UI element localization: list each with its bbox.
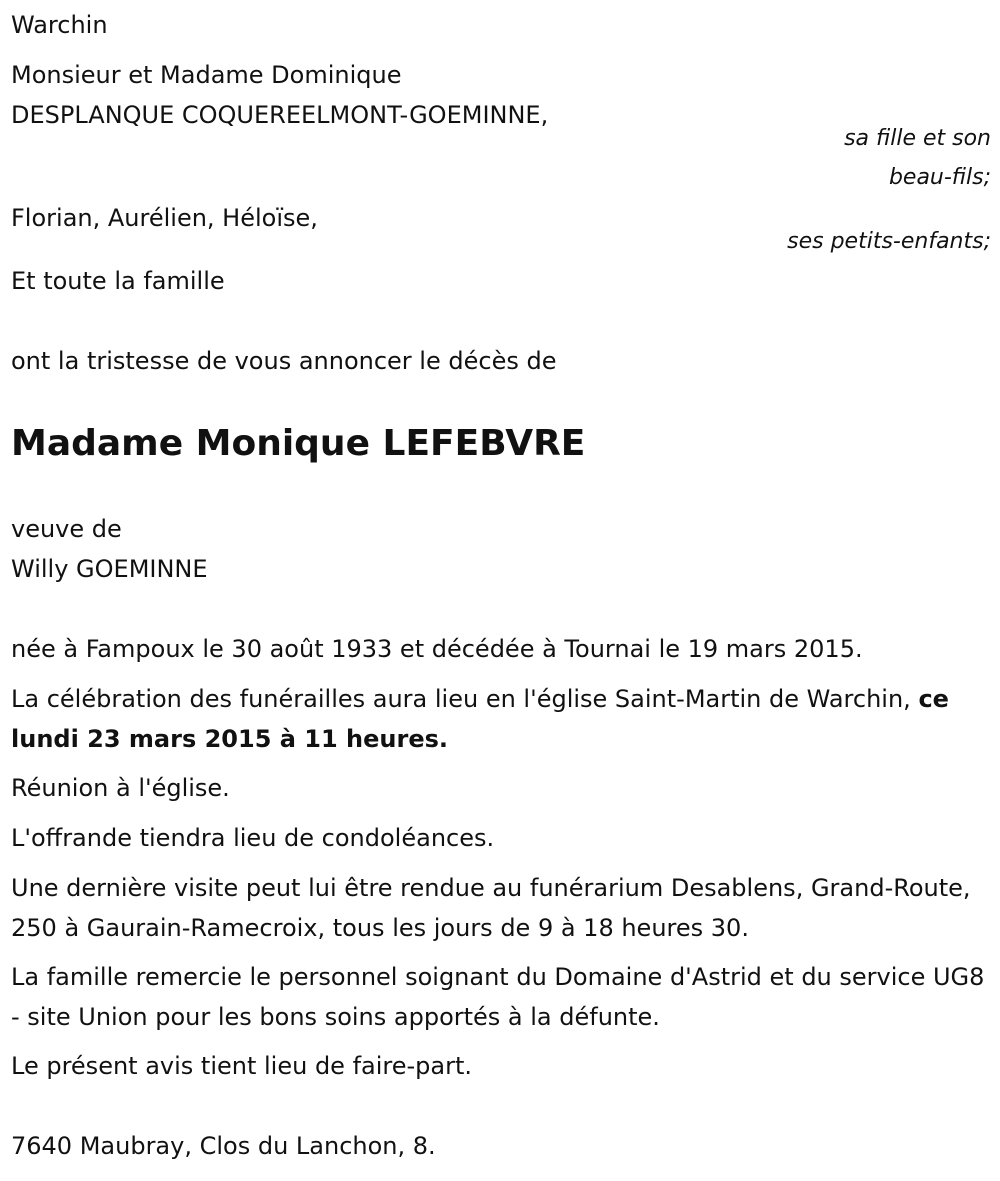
birth-death: née à Fampoux le 30 août 1933 et décédée à Tournai le 19 mars 2015. [11,635,863,663]
widow-of-label: veuve de [11,515,122,543]
deceased-name: Madame Monique LEFEBVRE [11,423,586,464]
offering: L'offrande tiendra lieu de condoléances. [11,824,495,852]
grandchildren: Florian, Aurélien, Héloïse, [11,204,318,232]
parents-relation-line-2: beau-fils; [888,165,991,190]
ceremony [11,679,991,759]
spouse-name: Willy GOEMINNE [11,555,208,583]
town-header: Warchin [11,11,108,39]
obituary-notice [11,0,991,1181]
parents-line-1: Monsieur et Madame Dominique [11,61,402,89]
address: 7640 Maubray, Clos du Lanchon, 8. [11,1132,436,1160]
meeting: Réunion à l'église. [11,774,230,802]
grandchildren-relation: ses petits-enfants; [787,229,991,254]
parents-relation-line-1: sa fille et son [844,126,991,151]
family-rest: Et toute la famille [11,267,225,295]
announcement: ont la tristesse de vous annoncer le décès de [11,347,557,375]
visit: Une dernière visite peut lui être rendue au funérarium Desablens, Grand-Route, 250 à Gaurain-Ramecroix, tous les jours de 9 à 18 heures 30. [11,874,971,942]
notice: Le présent avis tient lieu de faire-part. [11,1052,473,1080]
thanks: La famille remercie le personnel soignant du Domaine d'Astrid et du service UG8 - site Union pour les bons soins apportés à la défunte. [11,963,985,1031]
parents-line-2: DESPLANQUE COQUEREELMONT-GOEMINNE, [11,101,549,129]
ceremony-date: ce lundi 23 mars 2015 à 11 heures. [11,685,949,753]
ceremony-text: La célébration des funérailles aura lieu en l'église Saint-Martin de Warchin, [11,685,919,713]
